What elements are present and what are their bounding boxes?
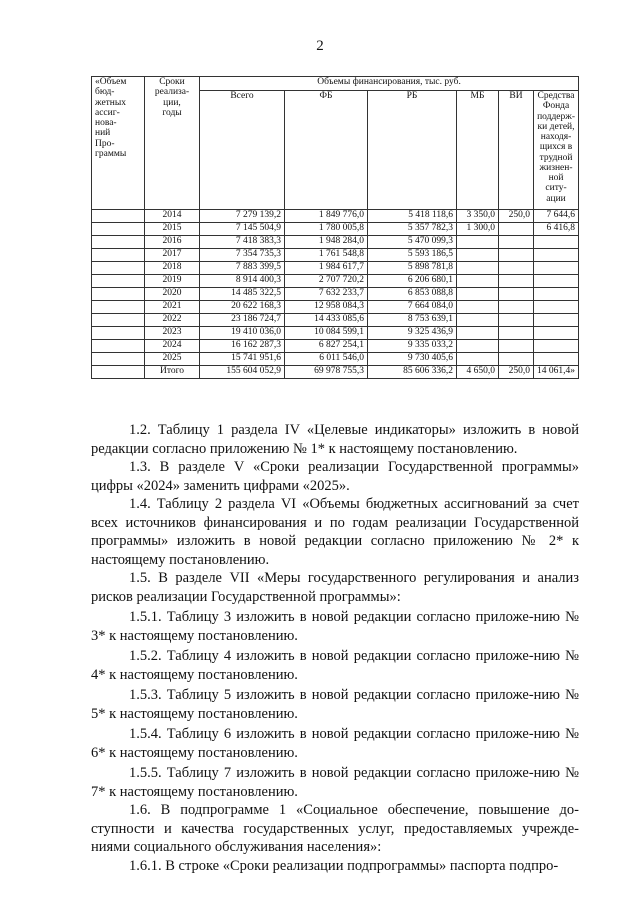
cell-year: 2022 [145, 314, 200, 327]
cell-year: 2017 [145, 249, 200, 262]
funding-table [91, 76, 579, 379]
table-row [92, 366, 579, 379]
cell-federal: 1 948 284,0 [285, 236, 368, 249]
cell-regional: 8 753 639,1 [368, 314, 457, 327]
cell-year: 2019 [145, 275, 200, 288]
table-row [92, 340, 579, 353]
cell-fund [534, 340, 579, 353]
empty-cell [92, 366, 145, 379]
cell-fund: 6 416,8 [534, 223, 579, 236]
header-total: Всего [200, 91, 285, 210]
cell-regional: 5 357 782,3 [368, 223, 457, 236]
cell-fund [534, 327, 579, 340]
cell-extra [499, 314, 534, 327]
cell-federal: 1 849 776,0 [285, 210, 368, 223]
empty-cell [92, 223, 145, 236]
cell-total: 155 604 052,9 [200, 366, 285, 379]
header-children-fund: Средства Фонда поддерж- ки детей, находя- щихся в трудной жизнен- ной ситу- ации [534, 91, 579, 210]
empty-cell [92, 288, 145, 301]
table-row [92, 314, 579, 327]
cell-extra [499, 353, 534, 366]
cell-federal: 12 958 084,3 [285, 301, 368, 314]
cell-regional: 9 730 405,6 [368, 353, 457, 366]
cell-year: 2015 [145, 223, 200, 236]
cell-fund [534, 353, 579, 366]
cell-fund [534, 249, 579, 262]
cell-total: 7 418 383,3 [200, 236, 285, 249]
cell-extra [499, 327, 534, 340]
empty-cell [92, 340, 145, 353]
cell-fund [534, 275, 579, 288]
cell-extra: 250,0 [499, 210, 534, 223]
paragraph-1-2: 1.2. Таблицу 1 раздела IV «Целевые индикаторы» изложить в новой редакции согласно приложению № 1* к настоящему постановлению. [91, 422, 579, 457]
header-funding-volumes: Объемы финансирования, тыс. руб. [200, 77, 579, 91]
empty-cell [92, 249, 145, 262]
cell-federal: 7 632 233,7 [285, 288, 368, 301]
cell-fund: 7 644,6 [534, 210, 579, 223]
cell-total: 7 883 399,5 [200, 262, 285, 275]
paragraph-1-5-4: 1.5.4. Таблицу 6 изложить в новой редакции согласно приложе-нию № 6* к настоящему постановлению. [91, 726, 579, 761]
empty-cell [92, 327, 145, 340]
empty-cell [92, 210, 145, 223]
cell-total: 23 186 724,7 [200, 314, 285, 327]
cell-extra [499, 275, 534, 288]
paragraph-1-5-2: 1.5.2. Таблицу 4 изложить в новой редакции согласно приложе-нию № 4* к настоящему постановлению. [91, 648, 579, 683]
empty-cell [92, 275, 145, 288]
cell-municipal [457, 236, 499, 249]
cell-extra [499, 262, 534, 275]
cell-regional: 85 606 336,2 [368, 366, 457, 379]
table-row [92, 353, 579, 366]
cell-municipal: 1 300,0 [457, 223, 499, 236]
header-regional-budget: РБ [368, 91, 457, 210]
cell-regional: 5 898 781,8 [368, 262, 457, 275]
cell-fund [534, 236, 579, 249]
table-row [92, 327, 579, 340]
cell-year: 2014 [145, 210, 200, 223]
cell-extra [499, 223, 534, 236]
table-row [92, 288, 579, 301]
header-extra-sources: ВИ [499, 91, 534, 210]
cell-fund: 14 061,4» [534, 366, 579, 379]
cell-extra [499, 288, 534, 301]
cell-fund [534, 288, 579, 301]
table-header-row [92, 77, 579, 91]
cell-regional: 5 418 118,6 [368, 210, 457, 223]
cell-regional: 9 335 033,2 [368, 340, 457, 353]
cell-year: 2023 [145, 327, 200, 340]
cell-total: 20 622 168,3 [200, 301, 285, 314]
cell-extra [499, 301, 534, 314]
cell-municipal [457, 262, 499, 275]
cell-regional: 5 470 099,3 [368, 236, 457, 249]
cell-year: 2025 [145, 353, 200, 366]
cell-total: 14 485 322,5 [200, 288, 285, 301]
cell-year: Итого [145, 366, 200, 379]
page-number: 2 [316, 38, 324, 54]
cell-year: 2024 [145, 340, 200, 353]
cell-federal: 14 433 085,6 [285, 314, 368, 327]
paragraph-1-6: 1.6. В подпрограмме 1 «Социальное обеспечение, повышение до-ступности и качества государственных услуг, предоставляемых учрежде-ниями социального обслуживания населения»: [91, 802, 579, 855]
header-years: Сроки реализа- ции, годы [145, 77, 200, 210]
table-row [92, 223, 579, 236]
paragraph-1-5-5: 1.5.5. Таблицу 7 изложить в новой редакции согласно приложе-нию № 7* к настоящему постановлению. [91, 765, 579, 800]
table-row [92, 275, 579, 288]
empty-cell [92, 353, 145, 366]
cell-regional: 7 664 084,0 [368, 301, 457, 314]
cell-federal: 1 761 548,8 [285, 249, 368, 262]
cell-municipal [457, 301, 499, 314]
header-municipal-budget: МБ [457, 91, 499, 210]
empty-cell [92, 314, 145, 327]
cell-year: 2016 [145, 236, 200, 249]
cell-total: 19 410 036,0 [200, 327, 285, 340]
body-text [91, 421, 579, 875]
cell-year: 2020 [145, 288, 200, 301]
cell-regional: 9 325 436,9 [368, 327, 457, 340]
cell-federal: 1 984 617,7 [285, 262, 368, 275]
cell-extra [499, 236, 534, 249]
cell-municipal: 4 650,0 [457, 366, 499, 379]
table-row [92, 301, 579, 314]
cell-fund [534, 262, 579, 275]
cell-year: 2018 [145, 262, 200, 275]
cell-federal: 10 084 599,1 [285, 327, 368, 340]
paragraph-1-3: 1.3. В разделе V «Сроки реализации Государственной программы» цифры «2024» заменить цифрами «2025». [91, 459, 579, 494]
cell-federal: 1 780 005,8 [285, 223, 368, 236]
cell-federal: 6 011 546,0 [285, 353, 368, 366]
cell-municipal: 3 350,0 [457, 210, 499, 223]
paragraph-1-5-3: 1.5.3. Таблицу 5 изложить в новой редакции согласно приложе-нию № 5* к настоящему постановлению. [91, 687, 579, 722]
header-budget-description: «Объем бюд- жетных ассиг- нова- ний Про- граммы [92, 77, 145, 210]
cell-regional: 6 206 680,1 [368, 275, 457, 288]
cell-regional: 6 853 088,8 [368, 288, 457, 301]
header-federal-budget: ФБ [285, 91, 368, 210]
paragraph-1-4: 1.4. Таблицу 2 раздела VI «Объемы бюджетных ассигнований за счет всех источников финансирования и по годам реализации Государственной программы» изложить в новой редакции согласно приложению № 2* к настоящему постановлению. [91, 496, 579, 568]
cell-extra [499, 340, 534, 353]
empty-cell [92, 301, 145, 314]
cell-federal: 69 978 755,3 [285, 366, 368, 379]
cell-municipal [457, 275, 499, 288]
cell-extra [499, 249, 534, 262]
cell-total: 8 914 400,3 [200, 275, 285, 288]
cell-total: 15 741 951,6 [200, 353, 285, 366]
cell-federal: 6 827 254,1 [285, 340, 368, 353]
paragraph-1-5-1: 1.5.1. Таблицу 3 изложить в новой редакции согласно приложе-нию № 3* к настоящему постановлению. [91, 609, 579, 644]
paragraph-1-6-1: 1.6.1. В строке «Сроки реализации подпрограммы» паспорта подпро- [129, 857, 559, 874]
table-row [92, 210, 579, 223]
cell-total: 16 162 287,3 [200, 340, 285, 353]
table-row [92, 262, 579, 275]
empty-cell [92, 236, 145, 249]
cell-total: 7 145 504,9 [200, 223, 285, 236]
cell-municipal [457, 314, 499, 327]
cell-total: 7 354 735,3 [200, 249, 285, 262]
cell-municipal [457, 327, 499, 340]
cell-municipal [457, 249, 499, 262]
cell-fund [534, 314, 579, 327]
paragraph-1-5: 1.5. В разделе VII «Меры государственного регулирования и анализ рисков реализации Государственной программы»: [91, 570, 579, 605]
cell-municipal [457, 353, 499, 366]
table-row [92, 249, 579, 262]
cell-fund [534, 301, 579, 314]
cell-year: 2021 [145, 301, 200, 314]
cell-extra: 250,0 [499, 366, 534, 379]
cell-municipal [457, 288, 499, 301]
empty-cell [92, 262, 145, 275]
cell-municipal [457, 340, 499, 353]
cell-federal: 2 707 720,2 [285, 275, 368, 288]
cell-total: 7 279 139,2 [200, 210, 285, 223]
cell-regional: 5 593 186,5 [368, 249, 457, 262]
table-row [92, 236, 579, 249]
